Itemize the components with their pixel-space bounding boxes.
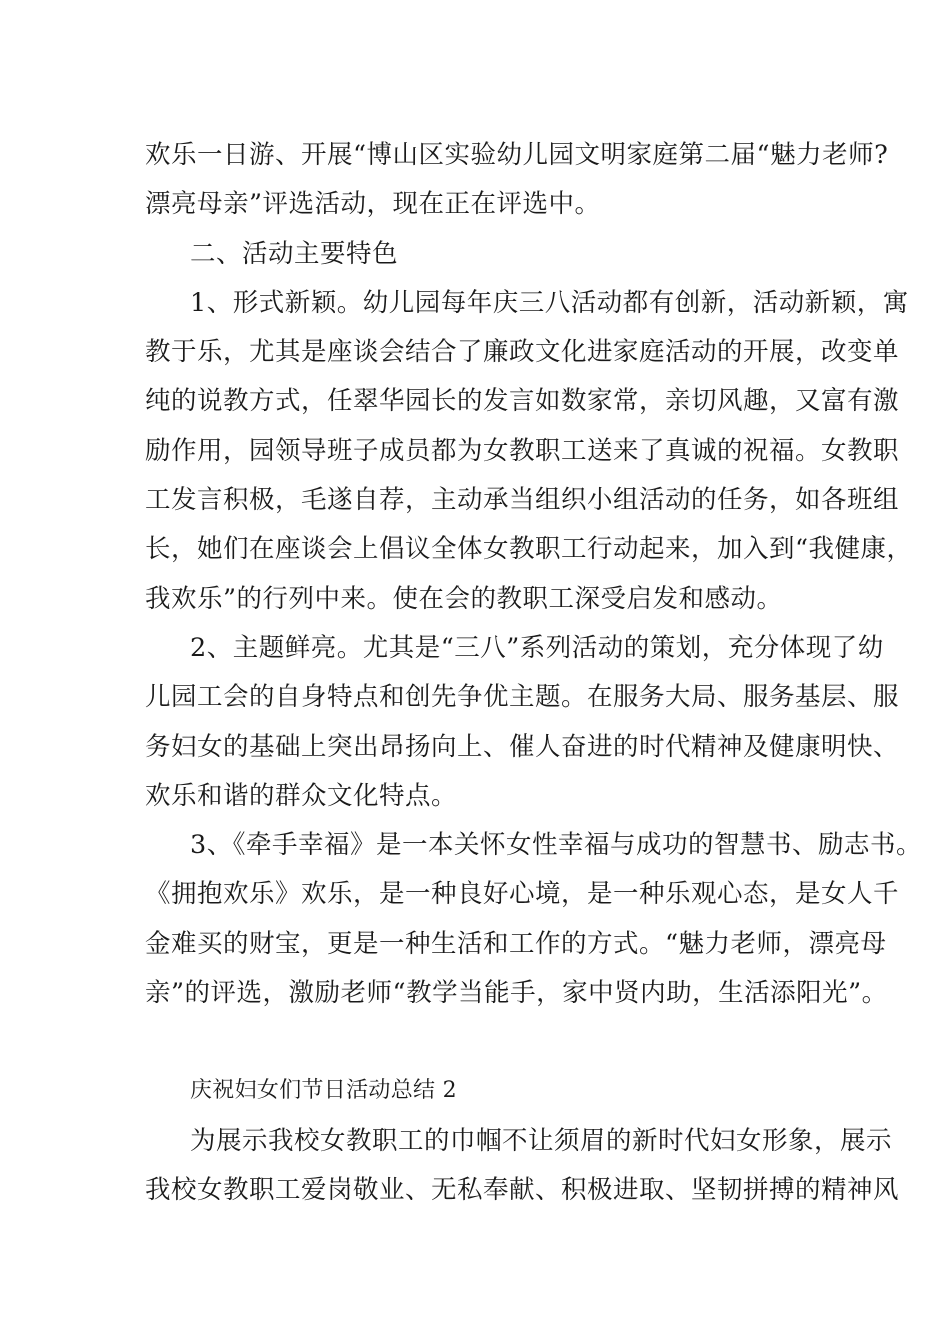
article-title: 庆祝妇女们节日活动总结 2 (190, 1078, 457, 1103)
body-text-line: 3、《牵手幸福》是一本关怀女性幸福与成功的智慧书、励志书。 (190, 830, 922, 860)
body-text-line: 2、主题鲜亮。尤其是“三八”系列活动的策划，充分体现了幼 (190, 633, 884, 663)
body-text-line: 欢乐和谐的群众文化特点。 (145, 781, 458, 811)
body-text-line: 亲”的评选，激励老师“教学当能手，家中贤内助，生活添阳光”。 (145, 978, 888, 1008)
body-text-line: 工发言积极，毛遂自荐，主动承当组织小组活动的任务，如各班组 (145, 485, 900, 515)
body-text-line: 我校女教职工爱岗敬业、无私奉献、积极进取、坚韧拼搏的精神风 (145, 1175, 900, 1205)
body-text-line: 欢乐一日游、开展“博山区实验幼儿园文明家庭第二届“魅力老师? (145, 140, 889, 170)
body-text-line: 励作用，园领导班子成员都为女教职工送来了真诚的祝福。女教职 (145, 436, 900, 466)
body-text-line: 儿园工会的自身特点和创先争优主题。在服务大局、服务基层、服 (145, 682, 900, 712)
body-text-line: 务妇女的基础上突出昂扬向上、催人奋进的时代精神及健康明快、 (145, 732, 900, 762)
body-text-line: 漂亮母亲”评选活动，现在正在评选中。 (145, 189, 601, 219)
body-text-line: 1、形式新颖。幼儿园每年庆三八活动都有创新，活动新颖，寓 (190, 288, 909, 318)
body-text-line: 纯的说教方式，任翠华园长的发言如数家常，亲切风趣，又富有激 (145, 386, 900, 416)
section-heading: 二、活动主要特色 (190, 239, 399, 269)
body-text-line: 长，她们在座谈会上倡议全体女教职工行动起来，加入到“我健康， (145, 534, 913, 564)
body-text-line: 为展示我校女教职工的巾帼不让须眉的新时代妇女形象，展示 (190, 1126, 893, 1156)
body-text-line: 我欢乐”的行列中来。使在会的教职工深受启发和感动。 (145, 584, 783, 614)
body-text-line: 教于乐，尤其是座谈会结合了廉政文化进家庭活动的开展，改变单 (145, 337, 900, 367)
body-text-line: 《拥抱欢乐》欢乐，是一种良好心境，是一种乐观心态，是女人千 (145, 879, 900, 909)
body-text-line: 金难买的财宝，更是一种生活和工作的方式。“魅力老师，漂亮母 (145, 929, 887, 959)
